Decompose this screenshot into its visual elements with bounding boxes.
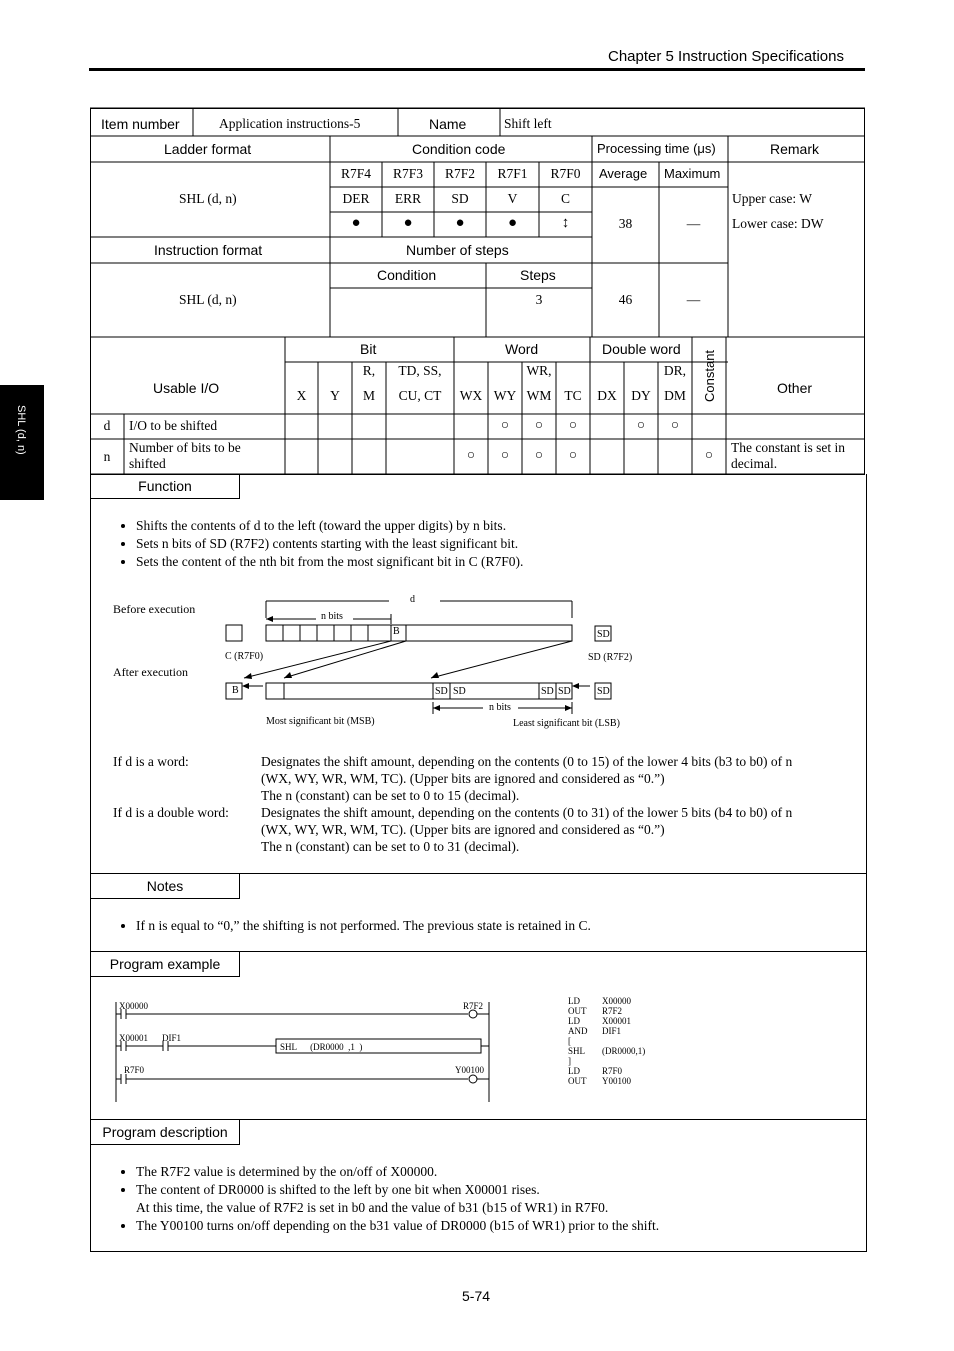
msb-label: Most significant bit (MSB) bbox=[266, 716, 375, 727]
ladder-r7f2: R7F2 bbox=[463, 1001, 484, 1011]
col-wx: WX bbox=[459, 388, 483, 403]
notes-title: Notes bbox=[91, 874, 240, 899]
lsb-label: Least significant bit (LSB) bbox=[513, 718, 620, 729]
after-execution-label: After execution bbox=[113, 665, 188, 679]
program-description-section bbox=[90, 1119, 867, 1252]
col-top-r: R, bbox=[362, 363, 376, 378]
word-label: Word bbox=[505, 341, 539, 357]
sd-box-before-label: SD bbox=[597, 629, 610, 640]
steps-value: 3 bbox=[535, 292, 543, 307]
d-label: d bbox=[410, 594, 415, 605]
name-label: Name bbox=[429, 116, 467, 132]
mark-n-constant: ○ bbox=[704, 447, 714, 462]
program-description-title: Program description bbox=[91, 1120, 240, 1145]
param-n-other: The constant is set in decimal. bbox=[731, 440, 845, 471]
function-title: Function bbox=[91, 474, 240, 499]
number-of-steps-label: Number of steps bbox=[406, 242, 509, 258]
listing-row: LD X00001 bbox=[568, 1016, 631, 1026]
sd-bit-4: SD bbox=[558, 686, 571, 697]
ladder-diagram bbox=[91, 952, 866, 1120]
item-number-label: Item number bbox=[101, 116, 180, 132]
col-dm: DM bbox=[664, 388, 686, 403]
remark-upper: Upper case: W bbox=[732, 191, 812, 206]
item-number-value: Application instructions-5 bbox=[219, 116, 361, 131]
mark-d-wy: ○ bbox=[500, 417, 510, 432]
ladder-y00100: Y00100 bbox=[455, 1065, 484, 1075]
mark-n-wy: ○ bbox=[500, 447, 510, 462]
constant-label: Constant bbox=[702, 349, 717, 403]
program-example-title: Program example bbox=[91, 952, 240, 977]
cc-state-err: ● bbox=[403, 215, 413, 231]
average-value-1: 38 bbox=[618, 216, 633, 231]
bit-label: Bit bbox=[360, 341, 377, 357]
listing-row: ] bbox=[568, 1056, 571, 1066]
b-label-after: B bbox=[232, 685, 239, 696]
dword-text-1: Designates the shift amount, depending on the contents (0 to 31) of the lower 5 bits (b4 to b0) of n bbox=[261, 805, 793, 820]
listing-row: AND DIF1 bbox=[568, 1026, 622, 1036]
page-number: 5-74 bbox=[462, 1288, 491, 1304]
dword-label: If d is a double word: bbox=[113, 805, 229, 820]
listing-row: SHL (DR0000,1) bbox=[568, 1046, 646, 1056]
cc-register-r7f1: R7F1 bbox=[497, 166, 528, 181]
listing-row: OUT R7F2 bbox=[568, 1006, 623, 1016]
description-bullet: • The content of DR0000 is shifted to the left by one bit when X00001 rises. At this time, the value of R7F2 is set in b0 and the value of b31 (b15 of WR1) in R7F0. bbox=[136, 1181, 659, 1217]
name-value: Shift left bbox=[504, 116, 552, 131]
listing-row: LD R7F0 bbox=[568, 1066, 623, 1076]
condition-code-label: Condition code bbox=[412, 141, 506, 157]
double-word-label: Double word bbox=[602, 341, 681, 357]
col-cu-ct: CU, CT bbox=[398, 388, 442, 403]
ladder-x00001: X00001 bbox=[119, 1033, 148, 1043]
program-listing bbox=[568, 996, 645, 1086]
cc-state-sd: ● bbox=[455, 215, 465, 231]
function-bullet: • Sets the content of the nth bit from the most significant bit in C (R7F0). bbox=[136, 553, 523, 571]
col-x: X bbox=[296, 388, 307, 403]
col-y: Y bbox=[330, 388, 340, 403]
cc-name-v: V bbox=[507, 191, 518, 206]
col-top-wr: WR, bbox=[526, 363, 552, 378]
chapter-header: Chapter 5 Instruction Specifications bbox=[608, 48, 844, 65]
col-top-dr: DR, bbox=[663, 363, 687, 378]
col-wm: WM bbox=[526, 388, 552, 403]
cc-state-v: ● bbox=[507, 215, 518, 231]
param-d: d bbox=[103, 418, 111, 433]
remark-lower: Lower case: DW bbox=[732, 216, 824, 231]
word-text-3: The n (constant) can be set to 0 to 15 (decimal). bbox=[261, 788, 520, 803]
sd-r7f2-label: SD (R7F2) bbox=[588, 652, 633, 663]
side-tab-label: SHL (d, n) bbox=[15, 405, 27, 455]
b-label-before: B bbox=[393, 626, 400, 637]
usable-io-label: Usable I/O bbox=[153, 380, 220, 396]
mark-d-dy: ○ bbox=[636, 417, 646, 432]
col-m: M bbox=[362, 388, 375, 403]
cc-name-der: DER bbox=[342, 191, 370, 206]
cc-state-der: ● bbox=[351, 215, 361, 231]
cc-name-c: C bbox=[560, 191, 570, 206]
cc-name-err: ERR bbox=[394, 191, 422, 206]
ladder-r7f0: R7F0 bbox=[124, 1065, 145, 1075]
word-label: If d is a word: bbox=[113, 754, 189, 769]
n-bits-label-top: n bits bbox=[321, 611, 343, 622]
ladder-dif1: DIF1 bbox=[162, 1033, 182, 1043]
cc-state-c: ↕ bbox=[561, 215, 570, 231]
mark-n-wm: ○ bbox=[534, 447, 544, 462]
word-text-2: (WX, WY, WR, WM, TC). (Upper bits are ignored and considered as “0.”) bbox=[261, 771, 665, 786]
col-dx: DX bbox=[597, 388, 617, 403]
col-dy: DY bbox=[631, 388, 651, 403]
listing-row: [ bbox=[568, 1036, 571, 1046]
cc-register-r7f4: R7F4 bbox=[340, 166, 371, 181]
notes-section bbox=[90, 873, 867, 953]
mark-n-tc: ○ bbox=[568, 447, 578, 462]
mark-n-wx: ○ bbox=[466, 447, 476, 462]
sd-bit-3: SD bbox=[541, 686, 554, 697]
param-n: n bbox=[103, 449, 111, 464]
cc-register-r7f0: R7F0 bbox=[550, 166, 581, 181]
notes-bullet: • If n is equal to “0,” the shifting is not performed. The previous state is retained in C. bbox=[136, 917, 591, 935]
cc-name-sd: SD bbox=[451, 191, 469, 206]
ladder-format-label: Ladder format bbox=[164, 141, 252, 157]
average-value-2: 46 bbox=[618, 292, 633, 307]
ladder-shl-box: SHL (DR0000 ,1 ) bbox=[280, 1042, 363, 1052]
cc-register-r7f2: R7F2 bbox=[444, 166, 475, 181]
other-label: Other bbox=[777, 380, 813, 396]
remark-label: Remark bbox=[770, 141, 820, 157]
n-bits-label-bottom: n bits bbox=[489, 702, 511, 713]
param-d-desc: I/O to be shifted bbox=[129, 418, 218, 433]
mark-d-tc: ○ bbox=[568, 417, 578, 432]
sd-box-after-label: SD bbox=[597, 686, 610, 697]
mark-d-dm: ○ bbox=[670, 417, 680, 432]
before-execution-label: Before execution bbox=[113, 602, 196, 616]
function-section bbox=[90, 474, 867, 874]
average-label: Average bbox=[599, 166, 648, 181]
col-top-td: TD, SS, bbox=[398, 363, 442, 378]
program-description-bullets bbox=[91, 1163, 659, 1235]
param-n-desc: Number of bits to be shifted bbox=[129, 440, 241, 471]
steps-label: Steps bbox=[520, 267, 556, 283]
ladder-x00000: X00000 bbox=[119, 1001, 148, 1011]
listing-row: LD X00000 bbox=[568, 996, 631, 1006]
maximum-value-1: — bbox=[686, 216, 701, 231]
program-example-section bbox=[90, 951, 867, 1120]
description-bullet: • The R7F2 value is determined by the on/off of X00000. bbox=[136, 1163, 659, 1181]
sd-bit-2: SD bbox=[453, 686, 466, 697]
instruction-format-label: Instruction format bbox=[154, 242, 263, 258]
c-r7f0-label: C (R7F0) bbox=[225, 651, 264, 662]
col-wy: WY bbox=[493, 388, 517, 403]
condition-label: Condition bbox=[377, 267, 437, 283]
processing-time-label: Processing time (μs) bbox=[597, 141, 716, 156]
function-bullet: • Sets n bits of SD (R7F2) contents starting with the least significant bit. bbox=[136, 535, 523, 553]
maximum-label: Maximum bbox=[664, 166, 721, 181]
listing-row: OUT Y00100 bbox=[568, 1076, 631, 1086]
col-tc: TC bbox=[564, 388, 582, 403]
function-bullet: • Shifts the contents of d to the left (toward the upper digits) by n bits. bbox=[136, 517, 523, 535]
dword-text-3: The n (constant) can be set to 0 to 31 (decimal). bbox=[261, 839, 520, 854]
sd-bit-1: SD bbox=[435, 686, 448, 697]
instruction-value: SHL (d, n) bbox=[179, 292, 237, 307]
notes-bullets bbox=[91, 917, 591, 935]
cc-register-r7f3: R7F3 bbox=[392, 166, 423, 181]
maximum-value-2: — bbox=[686, 292, 701, 307]
dword-text-2: (WX, WY, WR, WM, TC). (Upper bits are ignored and considered as “0.”) bbox=[261, 822, 665, 837]
description-bullet: • The Y00100 turns on/off depending on the b31 value of DR0000 (b15 of WR1) prior to the shift. bbox=[136, 1217, 659, 1235]
mark-d-wm: ○ bbox=[534, 417, 544, 432]
ladder-value: SHL (d, n) bbox=[179, 191, 237, 206]
word-text-1: Designates the shift amount, depending on the contents (0 to 15) of the lower 4 bits (b3 to b0) of n bbox=[261, 754, 793, 769]
